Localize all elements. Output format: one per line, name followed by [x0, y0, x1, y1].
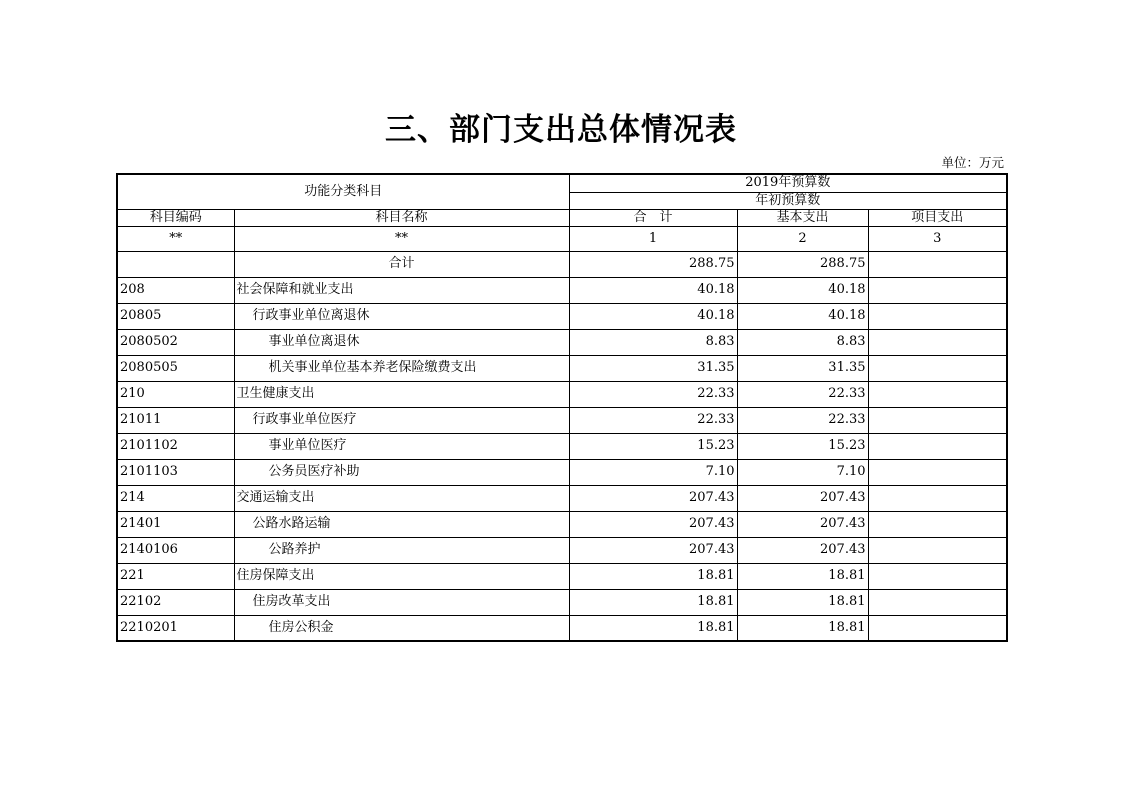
expenditure-table	[116, 173, 1008, 642]
row-total: 31.35	[569, 355, 737, 381]
row-code: 20805	[117, 303, 234, 329]
row-total: 207.43	[569, 511, 737, 537]
row-code: 2080505	[117, 355, 234, 381]
header-budget-year: 2019年预算数	[569, 174, 1007, 192]
table-row	[117, 381, 1007, 407]
row-name: 公路养护	[234, 537, 569, 563]
header-code: 科目编码	[117, 209, 234, 226]
row-total: 18.81	[569, 589, 737, 615]
row-basic: 22.33	[737, 381, 868, 407]
row-project	[868, 303, 1007, 329]
row-code: 2080502	[117, 329, 234, 355]
total-amount: 288.75	[569, 251, 737, 277]
row-basic: 207.43	[737, 485, 868, 511]
row-project	[868, 433, 1007, 459]
row-basic: 18.81	[737, 589, 868, 615]
row-name: 机关事业单位基本养老保险缴费支出	[234, 355, 569, 381]
row-code: 2101103	[117, 459, 234, 485]
row-code: 22102	[117, 589, 234, 615]
header-initial-budget: 年初预算数	[569, 192, 1007, 209]
row-basic: 207.43	[737, 537, 868, 563]
header-basic: 基本支出	[737, 209, 868, 226]
row-name: 行政事业单位离退休	[234, 303, 569, 329]
row-name: 住房保障支出	[234, 563, 569, 589]
index-total: 1	[569, 226, 737, 251]
row-project	[868, 277, 1007, 303]
row-name: 住房公积金	[234, 615, 569, 641]
row-basic: 40.18	[737, 303, 868, 329]
table-row	[117, 563, 1007, 589]
row-basic: 8.83	[737, 329, 868, 355]
row-project	[868, 563, 1007, 589]
row-project	[868, 329, 1007, 355]
row-name: 事业单位离退休	[234, 329, 569, 355]
row-basic: 18.81	[737, 615, 868, 641]
row-total: 22.33	[569, 407, 737, 433]
row-project	[868, 459, 1007, 485]
table-row	[117, 615, 1007, 641]
row-total: 207.43	[569, 537, 737, 563]
index-name: **	[234, 226, 569, 251]
row-total: 18.81	[569, 563, 737, 589]
row-code: 214	[117, 485, 234, 511]
index-basic: 2	[737, 226, 868, 251]
row-basic: 31.35	[737, 355, 868, 381]
header-total: 合 计	[569, 209, 737, 226]
row-total: 22.33	[569, 381, 737, 407]
row-project	[868, 511, 1007, 537]
row-name: 卫生健康支出	[234, 381, 569, 407]
index-project: 3	[868, 226, 1007, 251]
row-name: 行政事业单位医疗	[234, 407, 569, 433]
page-title: 三、部门支出总体情况表	[385, 112, 737, 148]
table-row	[117, 433, 1007, 459]
row-basic: 22.33	[737, 407, 868, 433]
row-total: 8.83	[569, 329, 737, 355]
row-basic: 7.10	[737, 459, 868, 485]
total-basic: 288.75	[737, 251, 868, 277]
row-project	[868, 381, 1007, 407]
row-total: 18.81	[569, 615, 737, 641]
row-name: 住房改革支出	[234, 589, 569, 615]
row-code: 21401	[117, 511, 234, 537]
index-code: **	[117, 226, 234, 251]
row-total: 40.18	[569, 303, 737, 329]
table-row	[117, 303, 1007, 329]
row-code: 2210201	[117, 615, 234, 641]
row-basic: 18.81	[737, 563, 868, 589]
row-code: 210	[117, 381, 234, 407]
row-name: 社会保障和就业支出	[234, 277, 569, 303]
unit-label: 单位：万元	[941, 155, 1004, 170]
row-basic: 207.43	[737, 511, 868, 537]
table-row	[117, 589, 1007, 615]
row-project	[868, 589, 1007, 615]
row-project	[868, 355, 1007, 381]
total-code-cell	[117, 251, 234, 277]
total-row	[117, 251, 1007, 277]
row-code: 221	[117, 563, 234, 589]
row-total: 40.18	[569, 277, 737, 303]
header-func-class: 功能分类科目	[117, 174, 569, 209]
table-row	[117, 407, 1007, 433]
table-row	[117, 277, 1007, 303]
row-code: 2140106	[117, 537, 234, 563]
table-row	[117, 355, 1007, 381]
row-project	[868, 407, 1007, 433]
row-name: 公路水路运输	[234, 511, 569, 537]
row-code: 2101102	[117, 433, 234, 459]
row-project	[868, 615, 1007, 641]
table-row	[117, 511, 1007, 537]
header-name: 科目名称	[234, 209, 569, 226]
table-row	[117, 459, 1007, 485]
row-code: 21011	[117, 407, 234, 433]
table-row	[117, 329, 1007, 355]
total-project	[868, 251, 1007, 277]
row-basic: 15.23	[737, 433, 868, 459]
table-row	[117, 537, 1007, 563]
total-label: 合计	[234, 251, 569, 277]
row-project	[868, 485, 1007, 511]
row-name: 交通运输支出	[234, 485, 569, 511]
row-total: 15.23	[569, 433, 737, 459]
header-project: 项目支出	[868, 209, 1007, 226]
row-total: 207.43	[569, 485, 737, 511]
row-total: 7.10	[569, 459, 737, 485]
row-basic: 40.18	[737, 277, 868, 303]
table-row	[117, 485, 1007, 511]
row-project	[868, 537, 1007, 563]
row-code: 208	[117, 277, 234, 303]
row-name: 事业单位医疗	[234, 433, 569, 459]
row-name: 公务员医疗补助	[234, 459, 569, 485]
